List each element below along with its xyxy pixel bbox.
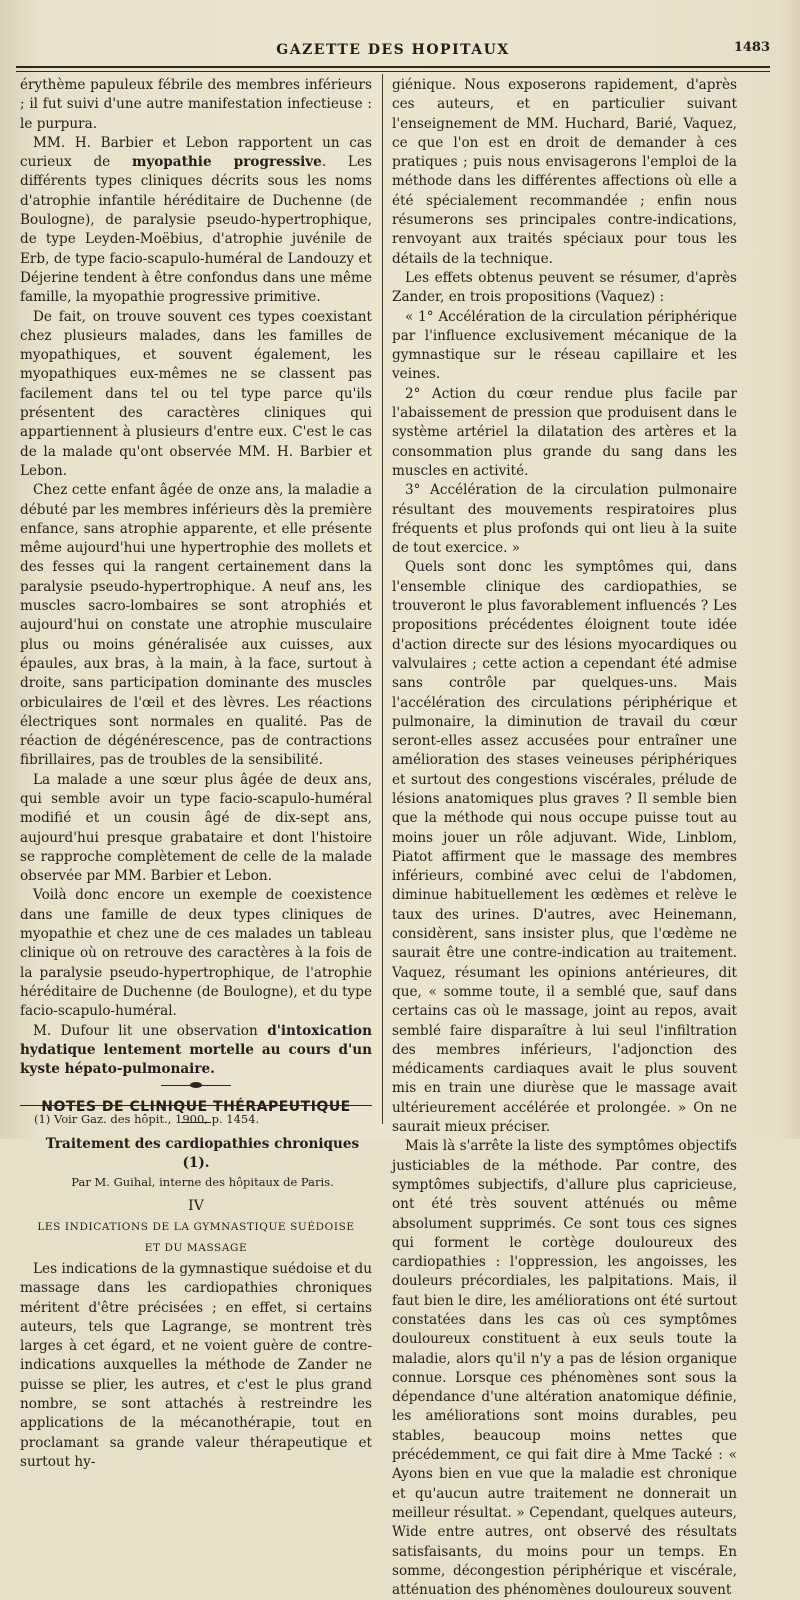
byline: Par M. Guihal, interne des hôpitaux de Paris. (71, 1175, 334, 1190)
paragraph: 2° Action du cœur rendue plus facile par l'abaissement de pression que produisent dans le système artériel la dilatation des artères et la consommation plus grande du sang dans les muscles en activité. (392, 385, 737, 479)
paragraph: 3° Accélération de la circulation pulmonaire résultant des mouvements respiratoires plus fréquents et plus profonds qui ont lieu à la suite de tout exercice. » (392, 482, 737, 557)
paragraph: « 1° Accélération de la circulation périphérique par l'influence exclusivement mécanique de la gymnastique sur le réseau capillaire et les veines. (392, 308, 737, 383)
subheading: LES INDICATIONS DE LA GYMNASTIQUE SUÉDOISE (37, 1220, 355, 1233)
paragraph: Chez cette enfant âgée de onze ans, la maladie a débuté par les membres inférieurs dès la première enfance, sans atrophie apparente, et elle présente même aujourd'hui une hypertrophie des mollets et des fesses qui la rangent certainement dans la paralysie pseudo-hypertrophique. A neuf ans, les muscles sacro-lombaires se sont atrophiés et aujourd'hui on constate une atrophie musculaire plus ou moins généralisée aux cuisses, aux épaules, aux bras, à la main, à la face, surtout à droite, sans participation dominante des muscles orbiculaires de l'œil et des lèvres. Les réactions électriques sont normales en qualité. Pas de réaction de dégénérescence, pas de contractions fibrillaires, pas de troubles de la sensibilité. (20, 482, 372, 769)
bold-term: myopathie progressive (131, 154, 322, 171)
left-column (20, 76, 372, 1472)
journal-title: GAZETTE DES HOPITAUX (276, 42, 510, 58)
paragraph: Les indications de la gymnastique suédoise et du massage dans les cardiopathies chroniques méritent d'être précisées ; en effet, si certains auteurs, tels que Lagrange, se montrent très larges à cet égard, et ne voient guère de contre-indications auxquelles la méthode de Zander ne puisse se plier, les autres, et c'est le plus grand nombre, se sont attachés à restreindre les applications de la mécanothérapie, tout en proclamant sa grande valeur thérapeutique et surtout hy- (20, 1260, 372, 1470)
paragraph: Mais là s'arrête la liste des symptômes objectifs justiciables de la méthode. Par contre, des symptômes subjectifs, d'allure plus capricieuse, ont été très souvent atténués ou même absolument supprimés. Ce sont tous ces signes qui forment le cortège douloureux des cardiopathies : l'oppression, les angoisses, les douleurs précordiales, les palpitations. Mais, il faut bien le dire, les améliorations ont été surtout constatées dans les cas où ces symptômes douloureux constituent à eux seuls toute la maladie, alors qu'il n'y a pas de lésion organique connue. Lorsque ces phénomènes sont sous la dépendance d'une altération anatomique définie, les améliorations sont moins durables, peu stables, beaucoup moins nettes que précédemment, ce qui fait dire à Mme Tacké : « Ayons bien en vue que la maladie est chronique et qu'aucun autre traitement ne donnerait un meilleur résultat. » Cependant, quelques auteurs, Wide entre autres, ont observé des résultats satisfaisants, du moins pour un temps. En somme, décongestion périphérique et viscérale, atténuation des phénomènes douloureux souvent (392, 1138, 737, 1599)
text-run: MM. H. Barbier et Lebon rapportent un cas curieux de (20, 134, 372, 171)
column-divider (382, 74, 383, 1124)
right-column (392, 76, 737, 1600)
paragraph: De fait, on trouve souvent ces types coexistant chez plusieurs malades, dans les familles de myopathiques, et souvent également, les myopathiques eux-mêmes ne se classent pas facilement dans tel ou tel type parce qu'ils présentent des caractères cliniques qui appartiennent à plusieurs d'entre eux. C'est le cas de la malade qu'ont observée MM. H. Barbier et Lebon. (20, 308, 372, 479)
paragraph: giénique. Nous exposerons rapidement, d'après ces auteurs, et en particulier suivant l'enseignement de MM. Huchard, Barié, Vaquez, ce que l'on est en droit de demander à ces pratiques ; puis nous envisagerons l'emploi de la méthode dans les différentes affections où elle a été spécialement recommandée ; enfin nous résumerons ses principales contre-indications, renvoyant aux traités spéciaux pour tous les détails de la technique. (392, 77, 737, 267)
paragraph: Quels sont donc les symptômes qui, dans l'ensemble clinique des cardiopathies, se trouveront le plus favorablement influencés ? Les propositions précédentes éloignent toute idée d'action directe sur des lésions myocardiques ou valvulaires ; cette action a cependant été admise sans contrôle par quelques-uns. Mais l'accélération des circulations périphérique et pulmonaire, la diminution de travail du cœur seront-elles assez accusées pour entraîner une amélioration des stases veineuses périphériques et surtout des congestions viscérales, prélude de lésions anatomiques plus graves ? Il semble bien que la méthode qui nous occupe puisse tout au moins jouer un rôle adjuvant. Wide, Linblom, Piatot affirment que le massage des membres inférieurs, combiné avec celui de l'abdomen, diminue habituellement les œdèmes et relève le taux des urines. D'autres, avec Heinemann, considèrent, sans insister plus, que l'œdème ne saurait être une contre-indication au traitement. Vaquez, résumant les opinions antérieures, dit que, « somme toute, il a semblé que, sauf dans certains cas où le massage, joint au repos, avait semblé faire disparaître à lui seul l'infiltration des membres inférieurs, l'adjonction des médicaments cardiaques avait le plus souvent mis en train une diurèse que le massage avait ultérieurement accélérée et prolongée. » On ne saurait mieux préciser. (392, 559, 737, 1136)
section-title: NOTES DE CLINIQUE THÉRAPEUTIQUE (41, 1099, 351, 1116)
subheading: ET DU MASSAGE (144, 1241, 248, 1254)
bold-term: d'intoxication hydatique lentement mortelle au cours d'un kyste hépato-pulmonaire. (20, 1022, 372, 1078)
header-rule-thin (16, 71, 770, 72)
paragraph (20, 134, 372, 308)
part-number: IV (188, 1197, 204, 1214)
footnote: (1) Voir Gaz. des hôpit., 1900, p. 1454. (34, 1112, 260, 1126)
paragraph (20, 1022, 372, 1080)
ornament-separator (161, 1085, 231, 1090)
footnote-rule (20, 1105, 372, 1106)
paragraph: érythème papuleux fébrile des membres inférieurs ; il fut suivi d'une autre manifestation infectieuse : le purpura. (20, 77, 372, 132)
paragraph: Voilà donc encore un exemple de coexistence dans une famille de deux types cliniques de myopathie et chez une de ces malades un tableau clinique où on retrouve des caractères à la fois de la paralysie pseudo-hypertrophique, de l'atrophie héréditaire de Duchenne (de Boulogne), et du type facio-scapulo-huméral. (20, 887, 372, 1020)
page-header (16, 38, 770, 62)
article-title: Traitement des cardiopathies chroniques (1). (45, 1135, 360, 1172)
text-run: . Les différents types cliniques décrits sous les noms d'atrophie infantile héréditaire de Duchenne (de Boulogne), de paralysie pseudo-hypertrophique, de type Leyden-Moëbius, d'atrophie juvénile de Erb, de type facio-scapulo-huméral de Landouzy et Déjerine tendent à être confondus dans une même famille, la myopathie progressive primitive. (20, 154, 372, 306)
text-run: M. Dufour lit une observation (33, 1022, 268, 1039)
page-number: 1483 (733, 40, 770, 55)
paragraph: Les effets obtenus peuvent se résumer, d'après Zander, en trois propositions (Vaquez) : (392, 269, 737, 306)
header-rule (16, 66, 770, 68)
paragraph: La malade a une sœur plus âgée de deux ans, qui semble avoir un type facio-scapulo-huméral modifié et un cousin âgé de dix-sept ans, aujourd'hui presque grabataire et dont l'histoire se rapproche complètement de celle de la malade observée par MM. Barbier et Lebon. (20, 771, 372, 885)
